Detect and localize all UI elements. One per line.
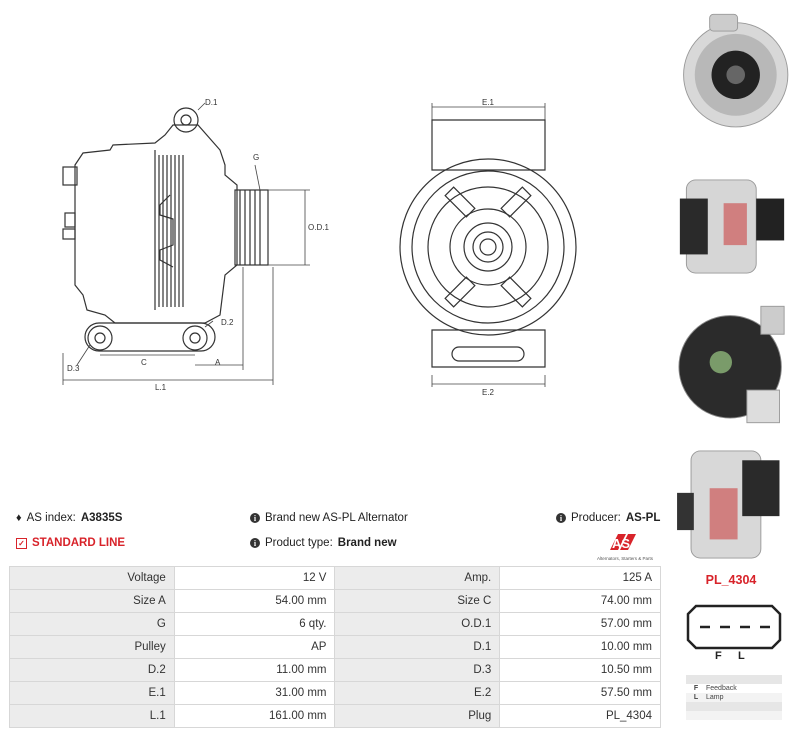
standard-line-text: STANDARD LINE [32,537,126,549]
legend-spacer [686,675,782,684]
legend-key: F [693,685,699,692]
product-type-label: Product type: [265,537,333,549]
spec-label: Amp. [335,567,500,590]
legend-spacer [686,702,782,711]
side-view-drawing [55,95,345,395]
legend-text: Feedback [706,685,737,692]
spec-value: 31.00 mm [174,682,335,705]
svg-text:AS: AS [612,536,631,551]
product-photo-rear [668,297,796,432]
description [250,512,408,524]
product-photo-angle [668,437,796,572]
standard-line [16,537,125,549]
producer-label: Producer: [571,512,621,524]
product-photo-front [668,5,796,140]
spec-value: 6 qty. [174,613,335,636]
spec-label: Pulley [10,636,175,659]
spec-value: 125 A [500,567,661,590]
dim-label-e2: E.2 [482,388,495,397]
legend-text: Lamp [706,694,724,701]
table-row [10,567,661,590]
logo-tagline: Alternators, Starters & Parts [596,556,654,561]
dim-label-od1: O.D.1 [308,223,329,232]
legend-row-lamp [686,693,782,702]
spec-label: Voltage [10,567,175,590]
dim-label-d2: D.2 [221,318,234,327]
spec-value: 10.00 mm [500,636,661,659]
table-row [10,682,661,705]
legend-spacer [686,711,782,720]
table-row [10,636,661,659]
description-text: Brand new AS-PL Alternator [265,512,408,524]
spec-label: Plug [335,705,500,728]
spec-label: G [10,613,175,636]
as-index-value: A3835S [80,512,123,524]
dim-label-a: A [215,358,221,367]
spec-value: 57.00 mm [500,613,661,636]
front-view-drawing [390,95,590,400]
spec-value: 11.00 mm [174,659,335,682]
spec-value: AP [174,636,335,659]
info-icon: i [250,513,260,523]
spec-label: Size A [10,590,175,613]
dim-label-d1: D.1 [205,98,218,107]
spec-label: O.D.1 [335,613,500,636]
dim-label-l1: L.1 [155,383,167,392]
spec-value: 12 V [174,567,335,590]
legend-key: L [693,694,699,701]
dim-label-d3: D.3 [67,364,80,373]
spec-value: 54.00 mm [174,590,335,613]
table-row [10,613,661,636]
spec-value: PL_4304 [500,705,661,728]
dim-label-g: G [253,153,260,162]
tag-icon: ♦ [16,512,22,524]
plug-pin-l: L [738,650,745,662]
product-type [250,537,397,549]
plug-title: PL_4304 [705,573,757,587]
spec-value: 10.50 mm [500,659,661,682]
spec-label: D.1 [335,636,500,659]
spec-label: L.1 [10,705,175,728]
spec-label: D.2 [10,659,175,682]
dim-label-e1: E.1 [482,98,495,107]
plug-diagram [682,600,786,666]
producer [556,512,660,524]
spec-label: E.1 [10,682,175,705]
product-type-value: Brand new [337,537,397,549]
specs-table [9,566,661,728]
checkbox-icon: ✓ [16,538,27,549]
legend-row-feedback [686,684,782,693]
spec-label: Size C [335,590,500,613]
spec-label: D.3 [335,659,500,682]
as-logo [592,532,658,560]
plug-pin-f: F [715,650,722,662]
table-row [10,705,661,728]
as-index [16,512,122,524]
info-icon: i [556,513,566,523]
as-index-label: AS index: [26,512,76,524]
spec-label: E.2 [335,682,500,705]
as-logo-mark [592,532,658,552]
spec-value: 57.50 mm [500,682,661,705]
spec-value: 74.00 mm [500,590,661,613]
producer-value: AS-PL [625,512,661,524]
table-row [10,659,661,682]
info-icon: i [250,538,260,548]
product-photo-side [668,152,796,287]
spec-value: 161.00 mm [174,705,335,728]
table-row [10,590,661,613]
dim-label-c: C [141,358,147,367]
